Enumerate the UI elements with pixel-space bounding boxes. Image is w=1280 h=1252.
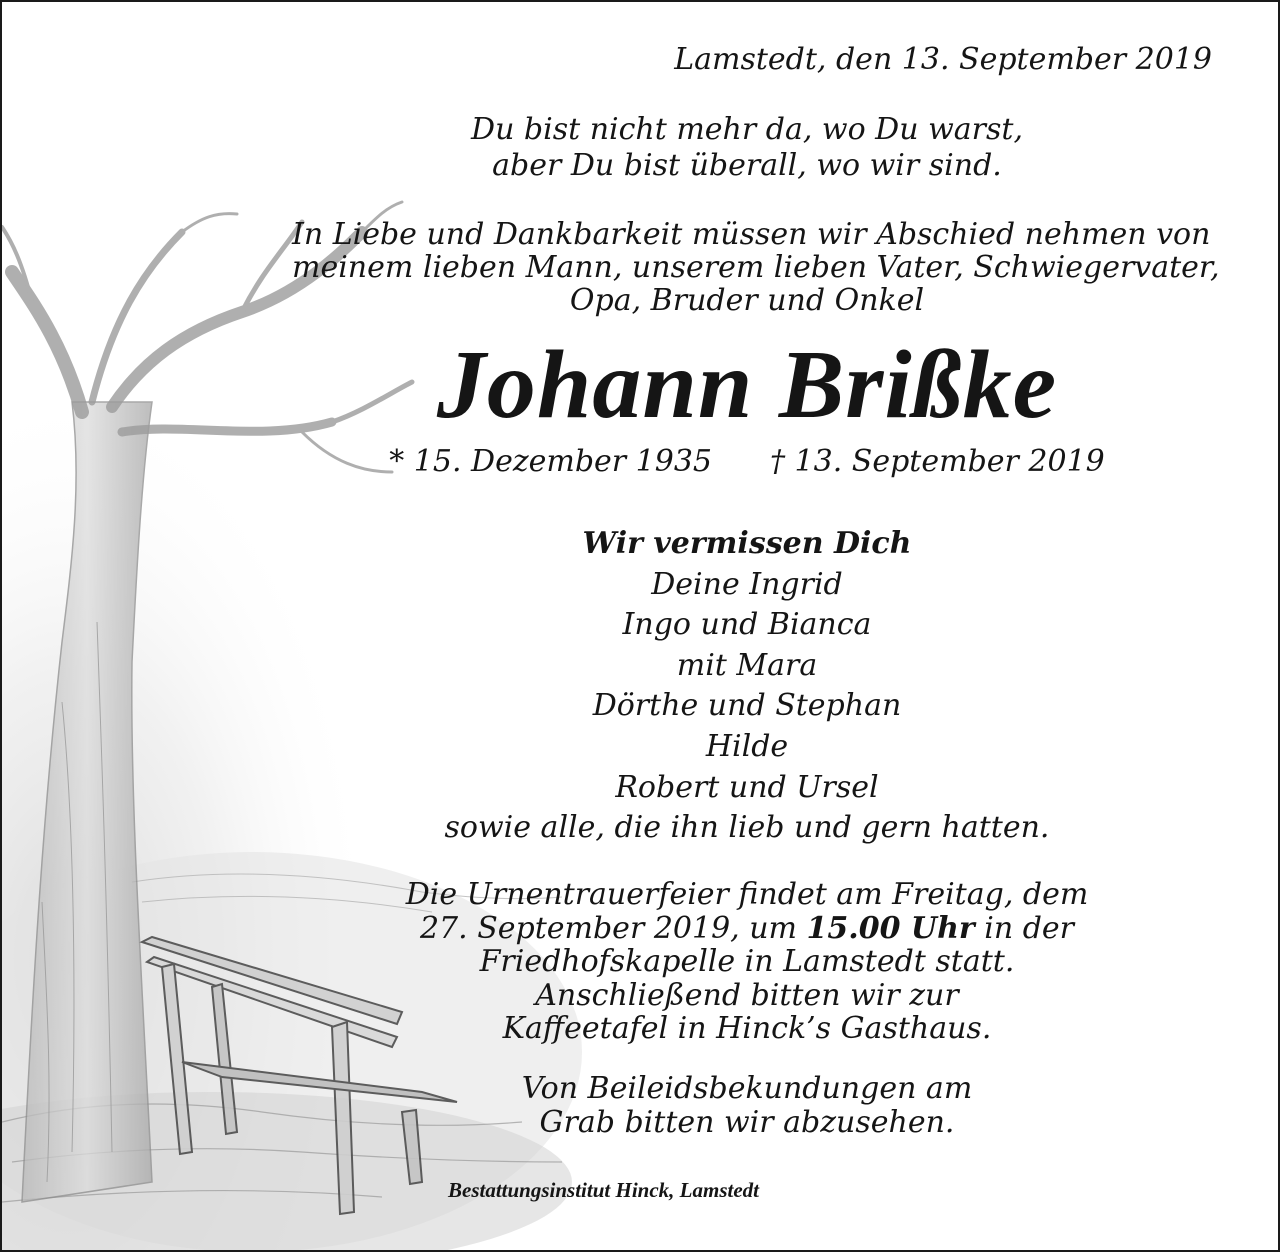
- service-line: Kaffeetafel in Hinck’s Gasthaus.: [502, 1011, 992, 1046]
- funeral-home: Bestattungsinstitut Hinck, Lamstedt: [448, 1178, 759, 1202]
- funeral-service-info: [292, 878, 1202, 1046]
- service-line: Die Urnentrauerfeier findet am Freitag, dem: [405, 877, 1089, 912]
- service-line: Anschließend bitten wir zur: [535, 977, 959, 1013]
- mourner-line: mit Mara: [676, 647, 818, 683]
- condolence-note: [292, 1072, 1202, 1139]
- quote-line: Du bist nicht mehr da, wo Du warst,: [471, 112, 1023, 147]
- mourner-line: Hilde: [705, 728, 789, 764]
- lifespan: [292, 444, 1202, 480]
- place-and-date: Lamstedt, den 13. September 2019: [674, 42, 1212, 77]
- mourner-line: Deine Ingrid: [651, 566, 843, 602]
- mourner-line: Dörthe und Stephan: [592, 688, 902, 724]
- intro-text: [292, 217, 1220, 318]
- mourner-line: Robert und Ursel: [615, 769, 879, 805]
- service-line: [292, 912, 1202, 946]
- quote-line: aber Du bist überall, wo wir sind.: [492, 148, 1002, 183]
- condolence-line: Grab bitten wir abzusehen.: [539, 1104, 955, 1140]
- mourners-heading: Wir vermissen Dich: [582, 526, 912, 561]
- intro-line: Opa, Bruder und Onkel: [569, 283, 925, 318]
- mourner-line: Ingo und Bianca: [622, 607, 872, 643]
- deceased-name: Johann Brißke: [436, 331, 1058, 439]
- birth-date: * 15. Dezember 1935: [389, 444, 713, 479]
- intro-line: meinem lieben Mann, unserem lieben Vater, Schwiegervater,: [292, 250, 1220, 285]
- mourner-line: sowie alle, die ihn lieb und gern hatten.: [444, 810, 1050, 846]
- death-date: † 13. September 2019: [770, 444, 1105, 479]
- memorial-quote: [292, 112, 1202, 184]
- service-line-end: in der: [974, 910, 1075, 946]
- service-time: 15.00 Uhr: [806, 910, 975, 946]
- condolence-line: Von Beileidsbekundungen am: [521, 1071, 973, 1106]
- mourners-list: [292, 524, 1202, 849]
- service-date: 27. September 2019, um: [419, 910, 807, 946]
- service-line: Friedhofskapelle in Lamstedt statt.: [479, 944, 1015, 979]
- intro-line: In Liebe und Dankbarkeit müssen wir Abschied nehmen von: [292, 217, 1211, 252]
